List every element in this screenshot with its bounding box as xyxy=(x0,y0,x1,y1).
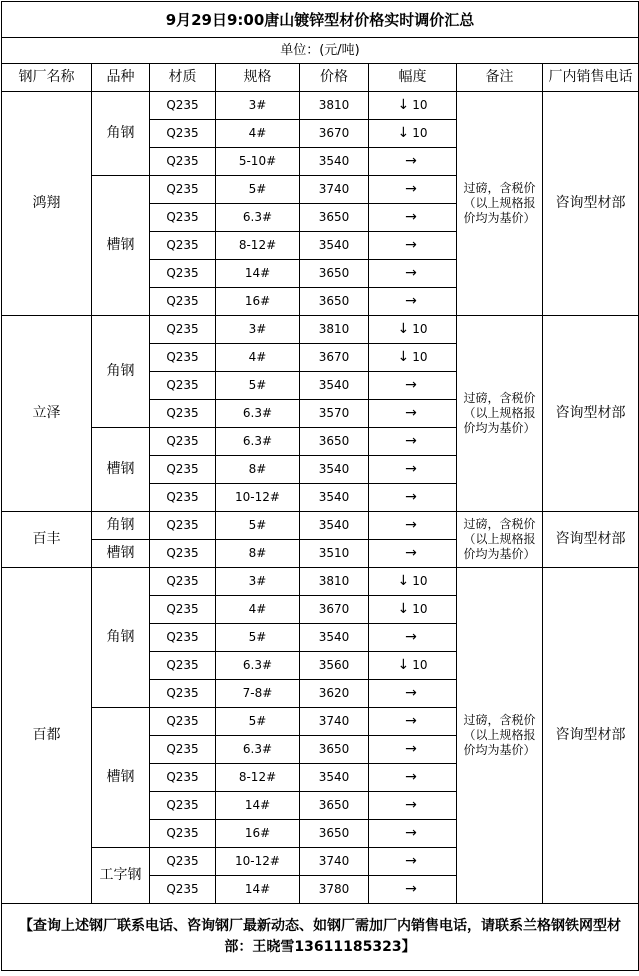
material-cell: Q235 xyxy=(150,652,216,680)
price-cell: 3650 xyxy=(300,792,369,820)
material-cell: Q235 xyxy=(150,400,216,428)
price-cell: 3780 xyxy=(300,876,369,904)
spec-cell: 6.3# xyxy=(216,736,300,764)
header-row xyxy=(2,64,639,92)
spec-cell: 8-12# xyxy=(216,764,300,792)
price-cell: 3650 xyxy=(300,820,369,848)
material-cell: Q235 xyxy=(150,428,216,456)
spec-cell: 5# xyxy=(216,176,300,204)
spec-cell: 5# xyxy=(216,372,300,400)
price-cell: 3740 xyxy=(300,708,369,736)
change-cell xyxy=(369,764,457,792)
spec-cell: 3# xyxy=(216,568,300,596)
mill-name: 鸿翔 xyxy=(2,92,92,316)
material-cell: Q235 xyxy=(150,316,216,344)
table-row xyxy=(2,316,639,344)
spec-cell: 4# xyxy=(216,596,300,624)
spec-cell: 8# xyxy=(216,456,300,484)
down-arrow-icon: ↓ xyxy=(397,601,410,618)
spec-cell: 5-10# xyxy=(216,148,300,176)
material-cell: Q235 xyxy=(150,120,216,148)
category-name: 工字钢 xyxy=(92,848,150,904)
price-cell: 3540 xyxy=(300,512,369,540)
change-cell xyxy=(369,736,457,764)
change-cell xyxy=(369,372,457,400)
header-mill: 钢厂名称 xyxy=(2,64,92,92)
category-name: 槽钢 xyxy=(92,708,150,848)
sales-cell: 咨询型材部 xyxy=(543,568,639,904)
change-cell xyxy=(369,92,457,120)
material-cell: Q235 xyxy=(150,680,216,708)
material-cell: Q235 xyxy=(150,92,216,120)
change-cell xyxy=(369,596,457,624)
change-cell xyxy=(369,680,457,708)
right-arrow-icon: → xyxy=(405,405,417,422)
category-name: 槽钢 xyxy=(92,540,150,568)
change-cell xyxy=(369,624,457,652)
spec-cell: 8-12# xyxy=(216,232,300,260)
change-cell xyxy=(369,484,457,512)
right-arrow-icon: → xyxy=(405,517,417,534)
category-name: 槽钢 xyxy=(92,176,150,316)
change-cell xyxy=(369,204,457,232)
right-arrow-icon: → xyxy=(405,769,417,786)
spec-cell: 4# xyxy=(216,344,300,372)
spec-cell: 16# xyxy=(216,820,300,848)
spec-cell: 3# xyxy=(216,316,300,344)
price-cell: 3650 xyxy=(300,204,369,232)
material-cell: Q235 xyxy=(150,288,216,316)
spec-cell: 10-12# xyxy=(216,484,300,512)
sales-cell: 咨询型材部 xyxy=(543,92,639,316)
price-cell: 3650 xyxy=(300,736,369,764)
header-note: 备注 xyxy=(457,64,543,92)
change-cell xyxy=(369,120,457,148)
material-cell: Q235 xyxy=(150,148,216,176)
material-cell: Q235 xyxy=(150,568,216,596)
spec-cell: 5# xyxy=(216,624,300,652)
spec-cell: 5# xyxy=(216,512,300,540)
spec-cell: 3# xyxy=(216,92,300,120)
change-cell xyxy=(369,400,457,428)
right-arrow-icon: → xyxy=(405,461,417,478)
price-cell: 3540 xyxy=(300,764,369,792)
spec-cell: 14# xyxy=(216,876,300,904)
right-arrow-icon: → xyxy=(405,881,417,898)
change-cell xyxy=(369,848,457,876)
material-cell: Q235 xyxy=(150,624,216,652)
header-change: 幅度 xyxy=(369,64,457,92)
change-cell xyxy=(369,540,457,568)
material-cell: Q235 xyxy=(150,792,216,820)
right-arrow-icon: → xyxy=(405,209,417,226)
change-cell xyxy=(369,176,457,204)
right-arrow-icon: → xyxy=(405,489,417,506)
right-arrow-icon: → xyxy=(405,153,417,170)
change-cell xyxy=(369,232,457,260)
change-value: 10 xyxy=(412,350,428,365)
footer-contact: 【查询上述钢厂联系电话、咨询钢厂最新动态、如钢厂需加厂内销售电话，请联系兰格钢铁网型材部：王晓雪13611185323】 xyxy=(2,904,639,971)
change-value: 10 xyxy=(412,574,428,589)
price-cell: 3650 xyxy=(300,288,369,316)
price-table xyxy=(1,1,639,971)
right-arrow-icon: → xyxy=(405,181,417,198)
change-cell xyxy=(369,456,457,484)
table-row xyxy=(2,92,639,120)
page-title: 9月29日9:00唐山镀锌型材价格实时调价汇总 xyxy=(2,2,639,38)
price-cell: 3810 xyxy=(300,568,369,596)
price-cell: 3510 xyxy=(300,540,369,568)
price-cell: 3540 xyxy=(300,372,369,400)
header-material: 材质 xyxy=(150,64,216,92)
right-arrow-icon: → xyxy=(405,433,417,450)
mill-name: 百丰 xyxy=(2,512,92,568)
spec-cell: 5# xyxy=(216,708,300,736)
right-arrow-icon: → xyxy=(405,685,417,702)
down-arrow-icon: ↓ xyxy=(397,657,410,674)
down-arrow-icon: ↓ xyxy=(397,321,410,338)
change-cell xyxy=(369,652,457,680)
price-cell: 3570 xyxy=(300,400,369,428)
right-arrow-icon: → xyxy=(405,265,417,282)
category-name: 角钢 xyxy=(92,92,150,176)
sales-cell: 咨询型材部 xyxy=(543,512,639,568)
down-arrow-icon: ↓ xyxy=(397,349,410,366)
header-category: 品种 xyxy=(92,64,150,92)
header-sales-phone: 厂内销售电话 xyxy=(543,64,639,92)
right-arrow-icon: → xyxy=(405,237,417,254)
material-cell: Q235 xyxy=(150,176,216,204)
material-cell: Q235 xyxy=(150,764,216,792)
spec-cell: 8# xyxy=(216,540,300,568)
change-cell xyxy=(369,512,457,540)
material-cell: Q235 xyxy=(150,232,216,260)
right-arrow-icon: → xyxy=(405,377,417,394)
price-cell: 3650 xyxy=(300,428,369,456)
spec-cell: 14# xyxy=(216,260,300,288)
material-cell: Q235 xyxy=(150,708,216,736)
note-cell: 过磅，含税价（以上规格报价均为基价） xyxy=(457,316,543,512)
price-cell: 3540 xyxy=(300,148,369,176)
spec-cell: 16# xyxy=(216,288,300,316)
right-arrow-icon: → xyxy=(405,293,417,310)
category-name: 槽钢 xyxy=(92,428,150,512)
change-cell xyxy=(369,344,457,372)
material-cell: Q235 xyxy=(150,456,216,484)
down-arrow-icon: ↓ xyxy=(397,125,410,142)
right-arrow-icon: → xyxy=(405,825,417,842)
change-cell xyxy=(369,568,457,596)
price-cell: 3670 xyxy=(300,344,369,372)
price-cell: 3560 xyxy=(300,652,369,680)
material-cell: Q235 xyxy=(150,260,216,288)
change-cell xyxy=(369,820,457,848)
table-row xyxy=(2,568,639,596)
change-value: 10 xyxy=(412,658,428,673)
note-cell: 过磅，含税价（以上规格报价均为基价） xyxy=(457,568,543,904)
material-cell: Q235 xyxy=(150,512,216,540)
header-price: 价格 xyxy=(300,64,369,92)
material-cell: Q235 xyxy=(150,736,216,764)
change-cell xyxy=(369,148,457,176)
material-cell: Q235 xyxy=(150,820,216,848)
price-cell: 3540 xyxy=(300,624,369,652)
right-arrow-icon: → xyxy=(405,713,417,730)
unit-label: 单位：(元/吨) xyxy=(2,38,639,64)
note-cell: 过磅，含税价（以上规格报价均为基价） xyxy=(457,92,543,316)
price-cell: 3650 xyxy=(300,260,369,288)
change-value: 10 xyxy=(412,602,428,617)
right-arrow-icon: → xyxy=(405,629,417,646)
price-cell: 3540 xyxy=(300,232,369,260)
price-cell: 3620 xyxy=(300,680,369,708)
material-cell: Q235 xyxy=(150,540,216,568)
header-spec: 规格 xyxy=(216,64,300,92)
down-arrow-icon: ↓ xyxy=(397,97,410,114)
material-cell: Q235 xyxy=(150,876,216,904)
category-name: 角钢 xyxy=(92,568,150,708)
right-arrow-icon: → xyxy=(405,797,417,814)
change-value: 10 xyxy=(412,322,428,337)
right-arrow-icon: → xyxy=(405,545,417,562)
spec-cell: 6.3# xyxy=(216,652,300,680)
price-cell: 3540 xyxy=(300,484,369,512)
category-name: 角钢 xyxy=(92,512,150,540)
spec-cell: 14# xyxy=(216,792,300,820)
spec-cell: 4# xyxy=(216,120,300,148)
change-cell xyxy=(369,876,457,904)
material-cell: Q235 xyxy=(150,344,216,372)
table-row xyxy=(2,512,639,540)
change-value: 10 xyxy=(412,126,428,141)
change-cell xyxy=(369,428,457,456)
price-cell: 3740 xyxy=(300,176,369,204)
mill-name: 立泽 xyxy=(2,316,92,512)
material-cell: Q235 xyxy=(150,204,216,232)
sales-cell: 咨询型材部 xyxy=(543,316,639,512)
spec-cell: 10-12# xyxy=(216,848,300,876)
change-cell xyxy=(369,792,457,820)
change-cell xyxy=(369,316,457,344)
material-cell: Q235 xyxy=(150,596,216,624)
change-cell xyxy=(369,708,457,736)
change-value: 10 xyxy=(412,98,428,113)
category-name: 角钢 xyxy=(92,316,150,428)
change-cell xyxy=(369,288,457,316)
spec-cell: 6.3# xyxy=(216,204,300,232)
price-cell: 3540 xyxy=(300,456,369,484)
mill-name: 百都 xyxy=(2,568,92,904)
note-cell: 过磅，含税价（以上规格报价均为基价） xyxy=(457,512,543,568)
material-cell: Q235 xyxy=(150,848,216,876)
price-cell: 3740 xyxy=(300,848,369,876)
down-arrow-icon: ↓ xyxy=(397,573,410,590)
spec-cell: 6.3# xyxy=(216,428,300,456)
price-cell: 3810 xyxy=(300,92,369,120)
right-arrow-icon: → xyxy=(405,741,417,758)
spec-cell: 6.3# xyxy=(216,400,300,428)
change-cell xyxy=(369,260,457,288)
spec-cell: 7-8# xyxy=(216,680,300,708)
price-cell: 3670 xyxy=(300,596,369,624)
price-cell: 3670 xyxy=(300,120,369,148)
material-cell: Q235 xyxy=(150,484,216,512)
material-cell: Q235 xyxy=(150,372,216,400)
right-arrow-icon: → xyxy=(405,853,417,870)
price-cell: 3810 xyxy=(300,316,369,344)
